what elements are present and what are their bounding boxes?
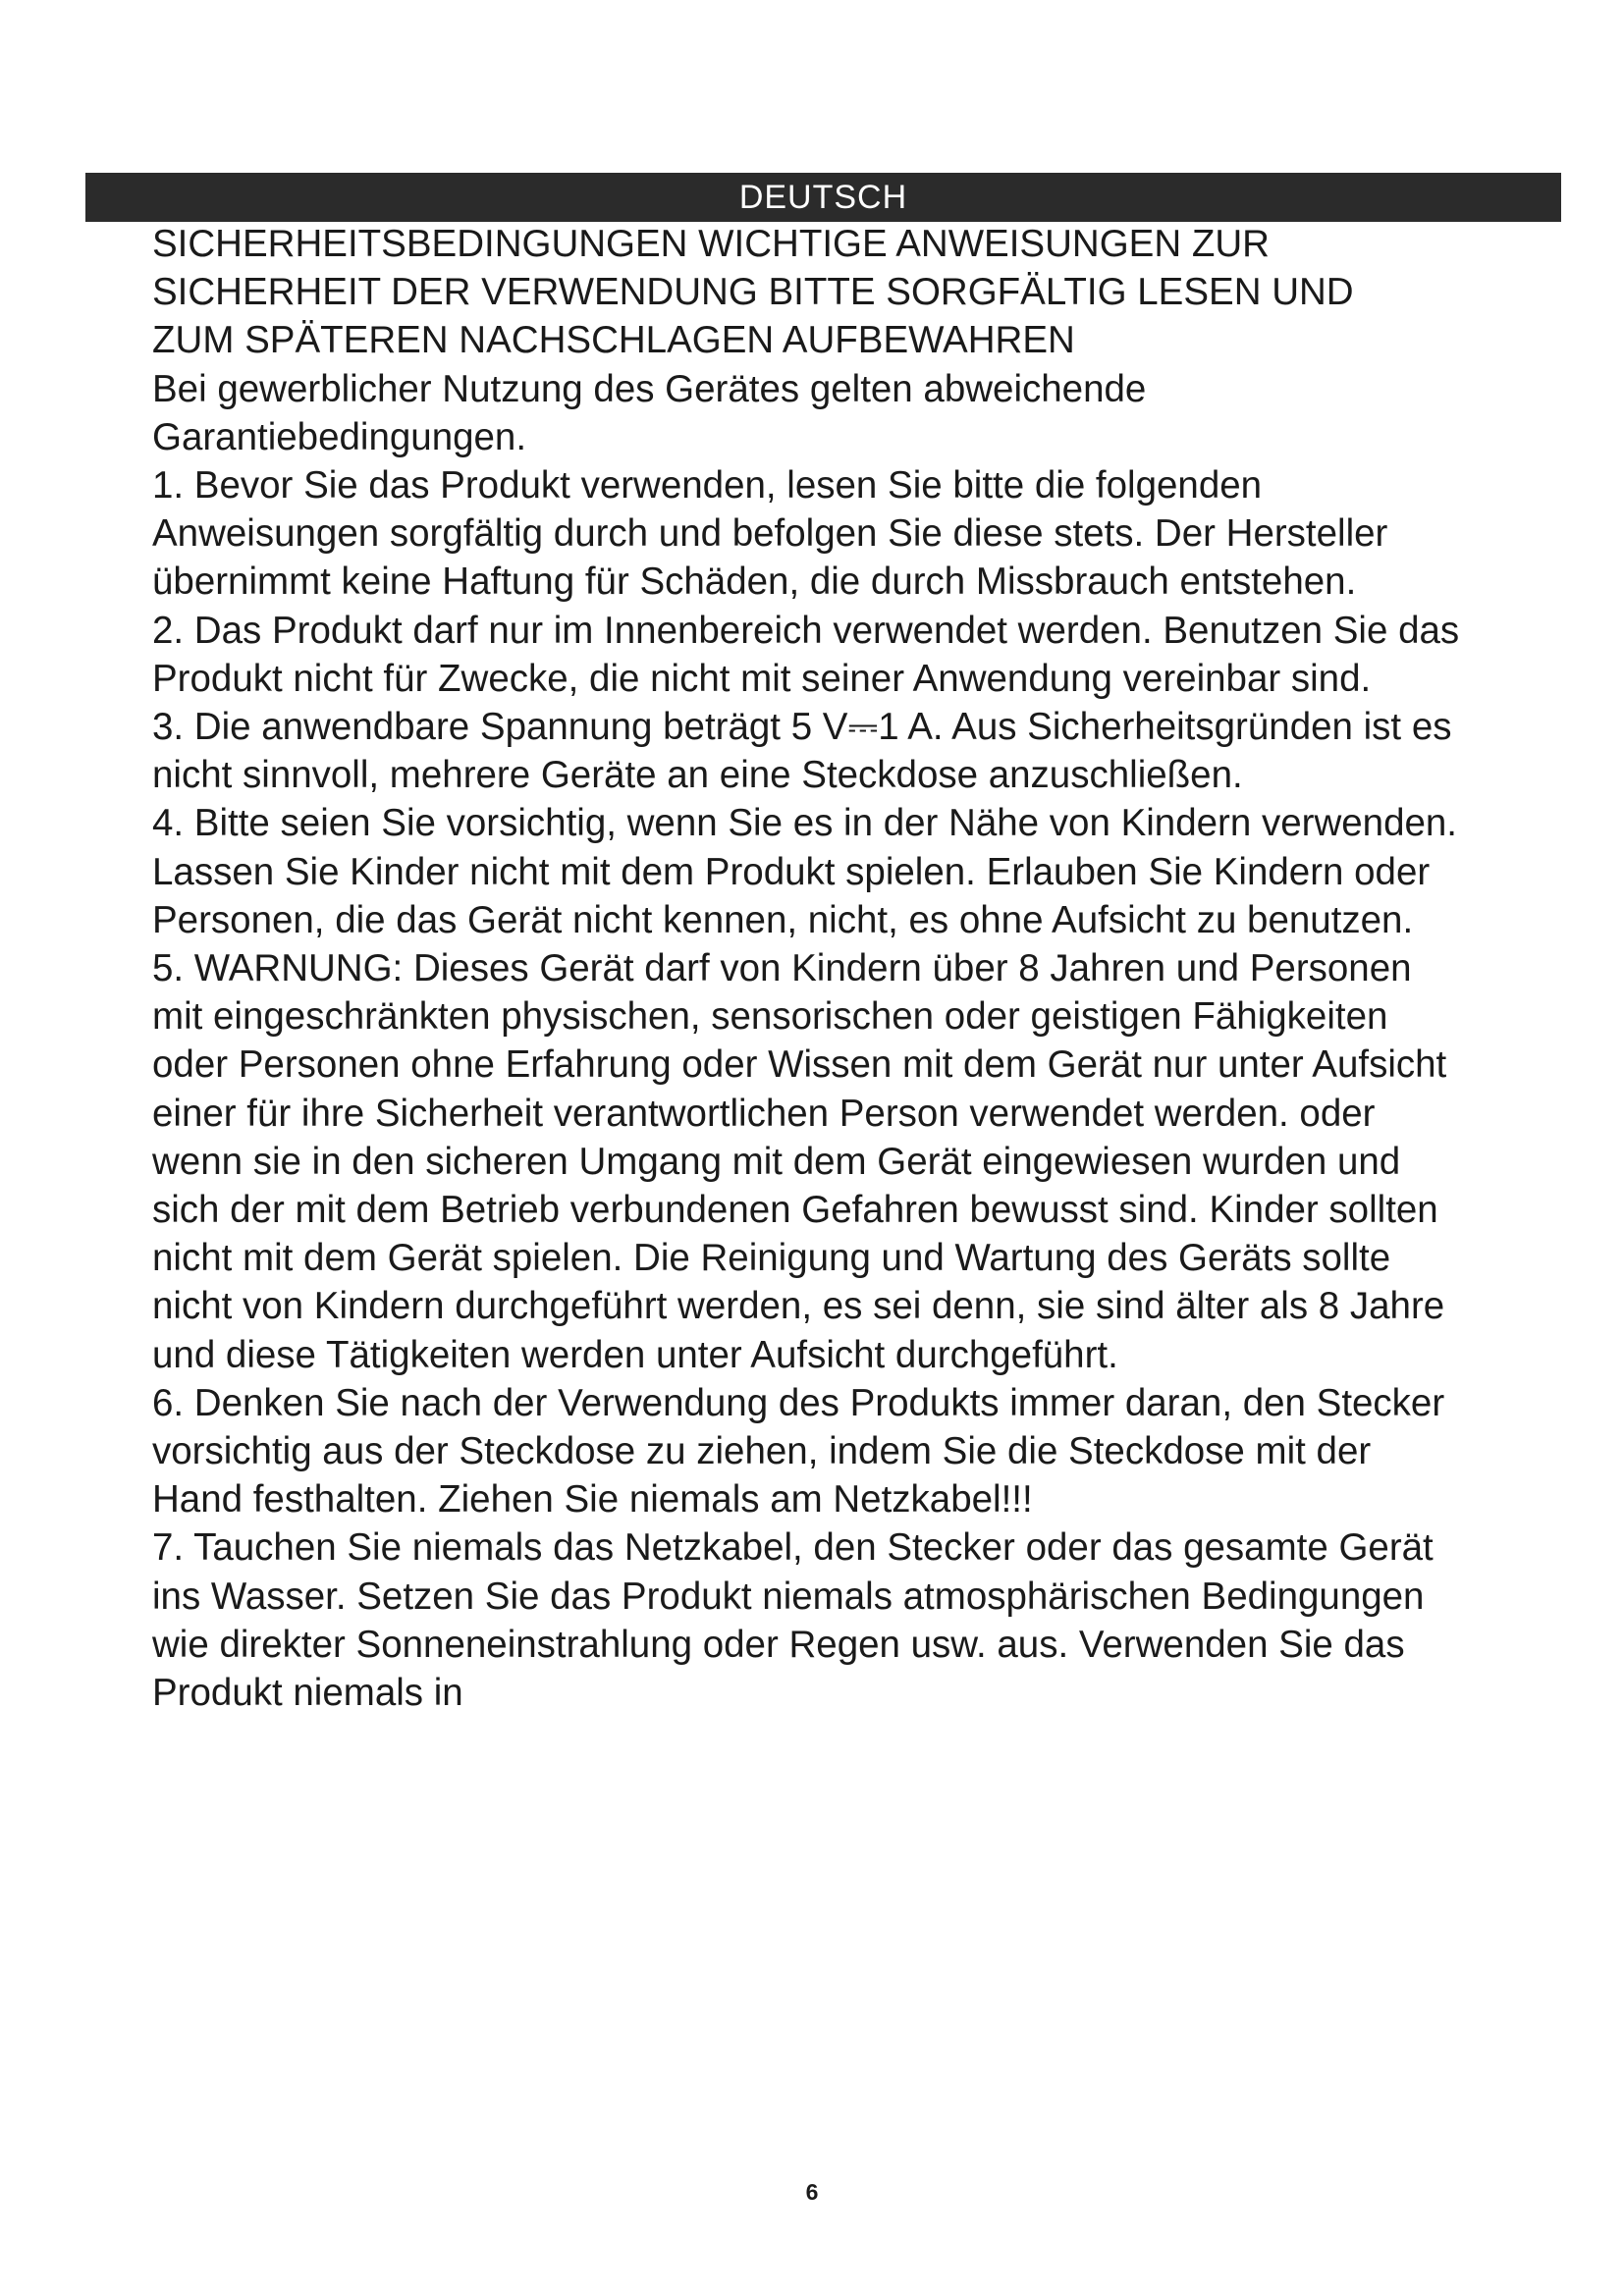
intro-paragraph: Bei gewerblicher Nutzung des Gerätes gelten abweichende Garantiebedingungen. — [152, 367, 1147, 458]
instruction-item-4: 4. Bitte seien Sie vorsichtig, wenn Sie es in der Nähe von Kindern verwenden. Lassen Sie Kinder nicht mit dem Produkt spielen. Erlauben Sie Kindern oder Personen, die das Gerät nicht kennen, nicht, es ohne Aufsicht zu benutzen. — [152, 802, 1458, 941]
document-body — [152, 220, 1468, 1717]
safety-heading: SICHERHEITSBEDINGUNGEN WICHTIGE ANWEISUNGEN ZUR SICHERHEIT DER VERWENDUNG BITTE SORGFÄLTIG LESEN UND ZUM SPÄTEREN NACHSCHLAGEN AUFBEWAHREN — [152, 223, 1354, 362]
page-number: 6 — [805, 2179, 819, 2205]
instruction-item-7: 7. Tauchen Sie niemals das Netzkabel, den Stecker oder das gesamte Gerät ins Wasser. Setzen Sie das Produkt niemals atmosphärischen Bedingungen wie direkter Sonneneinstrahlung oder Regen usw. aus. Verwenden Sie das Produkt niemals in — [152, 1526, 1434, 1715]
language-header: DEUTSCH — [85, 173, 1561, 222]
instruction-item-3: 3. Die anwendbare Spannung beträgt 5 V⎓1 A. Aus Sicherheitsgründen ist es nicht sinnvoll, mehrere Geräte an eine Steckdose anzuschließen. — [152, 706, 1452, 797]
instruction-item-1: 1. Bevor Sie das Produkt verwenden, lesen Sie bitte die folgenden Anweisungen sorgfältig durch und befolgen Sie diese stets. Der Hersteller übernimmt keine Haftung für Schäden, die durch Missbrauch entstehen. — [152, 464, 1388, 604]
instruction-item-5: 5. WARNUNG: Dieses Gerät darf von Kindern über 8 Jahren und Personen mit eingeschränkten physischen, sensorischen oder geistigen Fähigkeiten oder Personen ohne Erfahrung oder Wissen mit dem Gerät nur unter Aufsicht einer für ihre Sicherheit verantwortlichen Person verwendet werden. oder wenn sie in den sicheren Umgang mit dem Gerät eingewiesen wurden und sich der mit dem Betrieb verbundenen Gefahren bewusst sind. Kinder sollten nicht mit dem Gerät spielen. Die Reinigung und Wartung des Geräts sollte nicht von Kindern durchgeführt werden, es sei denn, sie sind älter als 8 Jahre und diese Tätigkeiten werden unter Aufsicht durchgeführt. — [152, 947, 1447, 1376]
instruction-item-6: 6. Denken Sie nach der Verwendung des Produkts immer daran, den Stecker vorsichtig aus der Steckdose zu ziehen, indem Sie die Steckdose mit der Hand festhalten. Ziehen Sie niemals am Netzkabel!!! — [152, 1381, 1445, 1522]
instruction-item-2: 2. Das Produkt darf nur im Innenbereich verwendet werden. Benutzen Sie das Produkt nicht für Zwecke, die nicht mit seiner Anwendung vereinbar sind. — [152, 609, 1460, 700]
